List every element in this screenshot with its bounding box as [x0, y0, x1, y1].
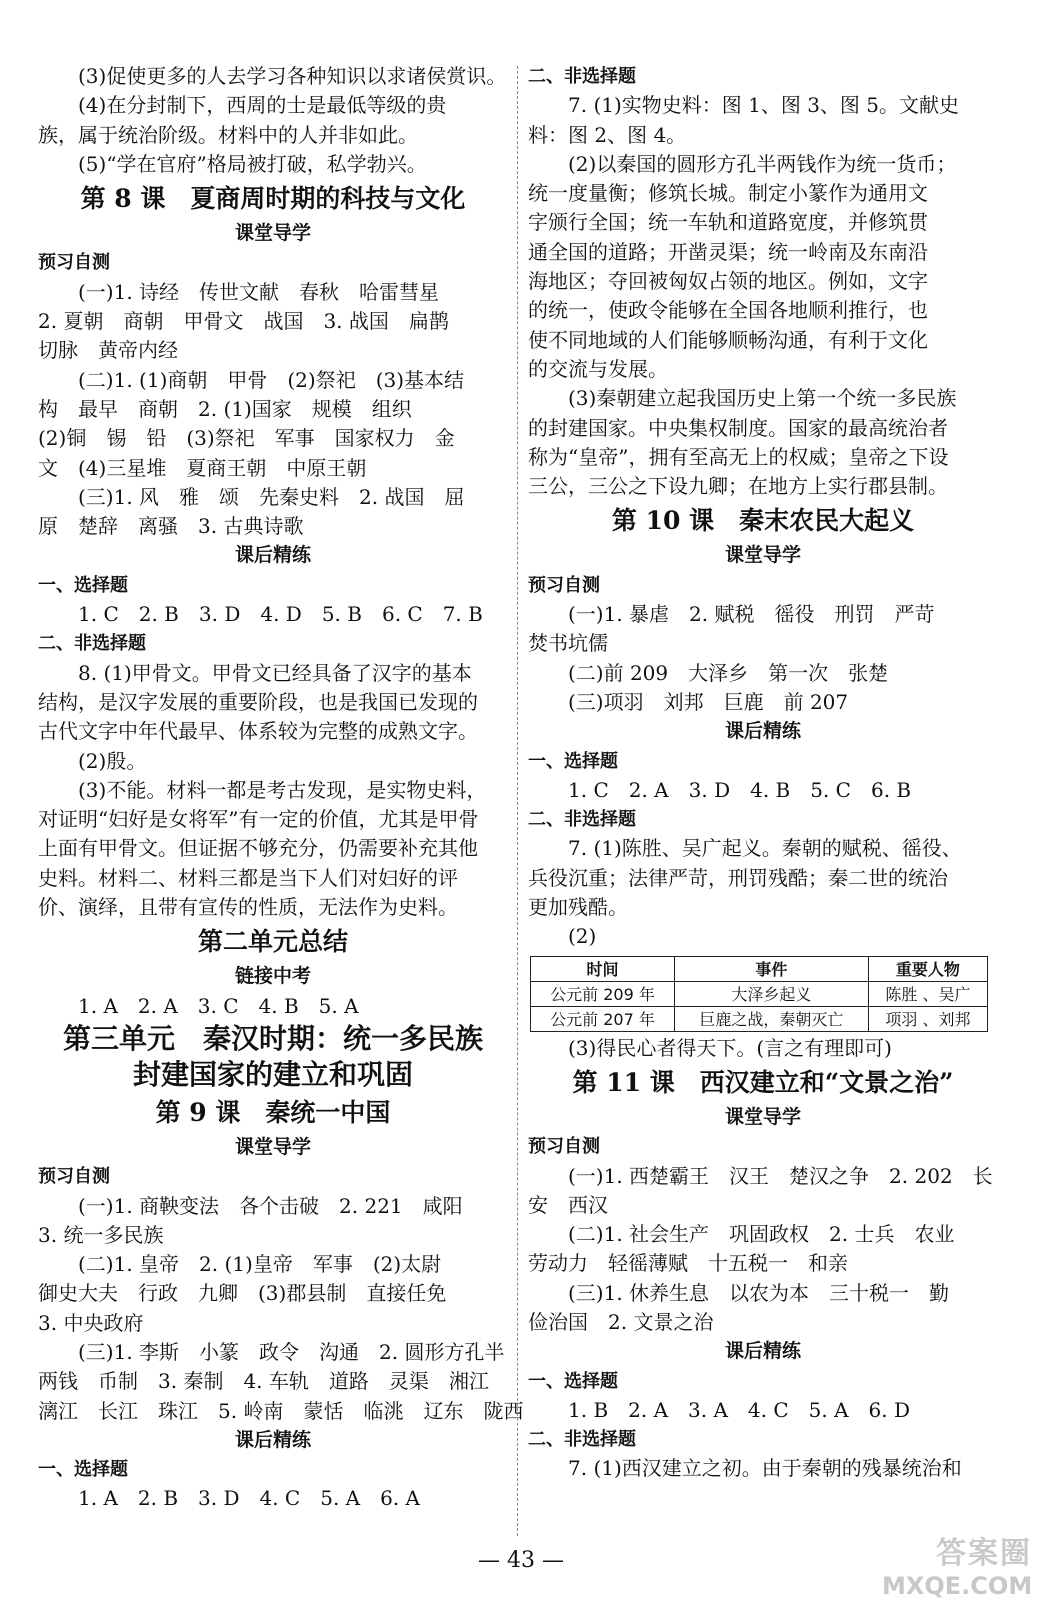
- text-line: 使不同地域的人们能够顺畅沟通，有利于文化: [528, 327, 928, 352]
- text-line: (三)1. 休养生息 以农为本 三十税一 勤: [568, 1280, 950, 1305]
- text-line: 的交流与发展。: [528, 356, 668, 381]
- section-label: 预习自测: [528, 574, 600, 596]
- table-cell: 大泽乡起义: [675, 981, 869, 1006]
- text-line: 1. C 2. A 3. D 4. B 5. C 6. B: [568, 777, 912, 802]
- text-line: (2)铜 锡 铅 (3)祭祀 军事 国家权力 金: [38, 426, 455, 451]
- text-line: 价、演绎，且带有宣传的性质，无法作为史料。: [38, 895, 458, 920]
- text-line: 统一度量衡；修筑长城。制定小篆作为通用文: [528, 181, 928, 206]
- unit-heading: 封建国家的建立和巩固: [132, 1057, 413, 1091]
- right-column-bottom: [528, 1034, 998, 1484]
- text-line: 三公，三公之下设九卿；在地方上实行郡县制。: [528, 474, 948, 499]
- text-line: (2): [568, 924, 597, 949]
- text-line: (3)促使更多的人去学习各种知识以求诸侯赏识。: [78, 64, 507, 88]
- text-line: 2. 夏朝 商朝 甲骨文 战国 3. 战国 扁鹊: [38, 309, 449, 334]
- section-label: 二、非选择题: [528, 66, 636, 87]
- text-line: 海地区；夺回被匈奴占领的地区。例如，文字: [528, 269, 928, 294]
- table-header-cell: 事件: [675, 956, 869, 981]
- text-line: 切脉 黄帝内经: [38, 338, 178, 363]
- text-line: 构 最早 商朝 2. (1)国家 规模 组织: [38, 396, 412, 421]
- text-line: (5)“学在官府”格局被打破，私学勃兴。: [78, 151, 427, 176]
- text-line: (3)秦朝建立起我国历史上第一个统一多民族: [568, 386, 957, 411]
- text-line: (二)1. (1)商朝 甲骨 (2)祭祀 (3)基本结: [78, 367, 465, 392]
- table-cell: 巨鹿之战，秦朝灭亡: [675, 1006, 869, 1031]
- right-column-top: [528, 62, 998, 952]
- text-line: 安 西汉: [528, 1192, 608, 1217]
- section-subheading: 课后精练: [724, 720, 801, 743]
- text-line: 称为“皇帝”，拥有至高无上的权威；皇帝之下设: [528, 444, 949, 469]
- section-subheading: 链接中考: [234, 965, 311, 988]
- text-line: 料：图 2、图 4。: [528, 122, 687, 147]
- text-line: 1. A 2. B 3. D 4. C 5. A 6. A: [78, 1486, 421, 1511]
- column-divider: [517, 66, 518, 1536]
- text-line: 对证明“妇好是女将军”有一定的价值，尤其是甲骨: [38, 807, 479, 832]
- text-line: (三)1. 李斯 小篆 政令 沟通 2. 圆形方孔半: [78, 1339, 505, 1364]
- watermark-line2: MXQE.COM: [882, 1572, 1033, 1600]
- text-line: (二)前 209 大泽乡 第一次 张楚: [568, 660, 889, 685]
- table-row: [531, 981, 988, 1006]
- text-line: (三)1. 风 雅 颂 先秦史料 2. 战国 屈: [78, 484, 465, 509]
- text-line: 的统一，使政令能够在全国各地顺利推行，也: [528, 298, 928, 323]
- lesson-heading: 第 11 课 西汉建立和“文景之治”: [572, 1067, 954, 1097]
- text-line: (2)以秦国的圆形方孔半两钱作为统一货币；: [568, 151, 957, 176]
- section-subheading: 课后精练: [724, 1340, 801, 1363]
- section-label: 预习自测: [38, 252, 110, 274]
- text-line: 8. (1)甲骨文。甲骨文已经具备了汉字的基本: [78, 660, 472, 685]
- section-subheading: 课堂导学: [234, 1135, 311, 1158]
- table-row: [531, 1006, 988, 1031]
- text-line: 族，属于统治阶级。材料中的人并非如此。: [38, 122, 418, 147]
- text-line: 1. B 2. A 3. A 4. C 5. A 6. D: [568, 1397, 911, 1422]
- left-column: [38, 62, 524, 1514]
- text-line: (3)得民心者得天下。(言之有理即可): [568, 1035, 892, 1060]
- section-label: 二、非选择题: [528, 809, 636, 831]
- text-line: 兵役沉重；法律严苛，刑罚残酷；秦二世的统治: [528, 865, 948, 890]
- section-label: 预习自测: [38, 1166, 110, 1188]
- section-label: 二、非选择题: [38, 633, 146, 655]
- section-label: 一、选择题: [528, 750, 618, 772]
- section-subheading: 课后精练: [234, 544, 311, 567]
- table-cell: 公元前 207 年: [531, 1006, 675, 1031]
- table-cell: 公元前 209 年: [531, 981, 675, 1006]
- text-line: 1. A 2. A 3. C 4. B 5. A: [78, 993, 359, 1018]
- text-line: (二)1. 社会生产 巩固政权 2. 士兵 农业: [568, 1222, 955, 1247]
- text-line: 3. 统一多民族: [38, 1222, 164, 1247]
- watermark-line1: 答案圈: [936, 1536, 1032, 1571]
- text-line: (4)在分封制下，西周的士是最低等级的贵: [78, 93, 447, 118]
- text-line: 史料。材料二、材料三都是当下人们对妇好的评: [38, 865, 458, 890]
- section-label: 一、选择题: [38, 1459, 128, 1481]
- text-line: 的封建国家。中央集权制度。国家的最高统治者: [528, 415, 948, 440]
- text-line: (三)项羽 刘邦 巨鹿 前 207: [568, 689, 849, 714]
- text-line: (二)1. 皇帝 2. (1)皇帝 军事 (2)太尉: [78, 1252, 442, 1277]
- text-line: 两钱 币制 3. 秦制 4. 车轨 道路 灵渠 湘江: [38, 1369, 489, 1394]
- right-column: [528, 62, 998, 1484]
- text-line: 字颁行全国；统一车轨和道路宽度，并修筑贯: [528, 210, 928, 235]
- table-header-cell: 时间: [531, 956, 675, 981]
- text-line: 上面有甲骨文。但证据不够充分，仍需要补充其他: [38, 836, 478, 861]
- text-line: (一)1. 西楚霸王 汉王 楚汉之争 2. 202 长: [568, 1163, 993, 1188]
- section-subheading: 课堂导学: [234, 222, 311, 245]
- text-line: (一)1. 暴虐 2. 赋税 徭役 刑罚 严苛: [568, 602, 935, 627]
- text-line: 7. (1)实物史料：图 1、图 3、图 5。文献史: [568, 93, 960, 118]
- text-line: 7. (1)陈胜、吴广起义。秦朝的赋税、徭役、: [568, 836, 962, 861]
- section-label: 预习自测: [528, 1136, 600, 1158]
- text-line: 漓江 长江 珠江 5. 岭南 蒙恬 临洮 辽东 陇西: [38, 1398, 524, 1423]
- events-table: [530, 956, 988, 1032]
- lesson-heading: 第二单元总结: [197, 927, 348, 957]
- lesson-heading: 第 10 课 秦末农民大起义: [611, 506, 915, 536]
- page-number: — 43 —: [478, 1548, 564, 1573]
- text-line: 1. C 2. B 3. D 4. D 5. B 6. C 7. B: [78, 602, 483, 627]
- text-line: (2)殷。: [78, 748, 147, 773]
- text-line: 7. (1)西汉建立之初。由于秦朝的残暴统治和: [568, 1456, 962, 1481]
- section-subheading: 课后精练: [234, 1428, 311, 1451]
- section-subheading: 课堂导学: [724, 1105, 801, 1128]
- lesson-heading: 第 9 课 秦统一中国: [155, 1097, 391, 1127]
- table-cell: 陈胜 、吴广: [868, 981, 987, 1006]
- section-label: 二、非选择题: [528, 1429, 636, 1451]
- text-line: 通全国的道路；开凿灵渠；统一岭南及东南沿: [528, 239, 928, 264]
- text-line: (一)1. 诗经 传世文献 春秋 哈雷彗星: [78, 279, 440, 304]
- watermark-logo: [882, 1528, 1033, 1600]
- text-line: 古代文字中年代最早、体系较为完整的成熟文字。: [38, 719, 478, 744]
- text-line: 更加残酷。: [528, 895, 628, 920]
- text-line: 3. 中央政府: [38, 1310, 144, 1335]
- text-line: (一)1. 商鞅变法 各个击破 2. 221 咸阳: [78, 1193, 463, 1218]
- unit-heading: 第三单元 秦汉时期：统一多民族: [62, 1021, 483, 1055]
- lesson-heading: 第 8 课 夏商周时期的科技与文化: [80, 184, 466, 214]
- section-label: 一、选择题: [528, 1370, 618, 1392]
- text-line: 劳动力 轻徭薄赋 十五税一 和亲: [528, 1251, 848, 1276]
- table-header-row: [531, 956, 988, 981]
- section-label: 一、选择题: [38, 574, 128, 596]
- table-cell: 项羽 、刘邦: [868, 1006, 987, 1031]
- text-line: 御史大夫 行政 九卿 (3)郡县制 直接任免: [38, 1281, 447, 1306]
- section-subheading: 课堂导学: [724, 544, 801, 567]
- text-line: 焚书坑儒: [528, 631, 608, 656]
- table-header-cell: 重要人物: [868, 956, 987, 981]
- text-line: (3)不能。材料一都是考古发现，是实物史料，: [78, 777, 487, 802]
- text-line: 原 楚辞 离骚 3. 古典诗歌: [38, 514, 304, 539]
- text-line: 文 (4)三星堆 夏商王朝 中原王朝: [38, 455, 367, 480]
- text-line: 俭治国 2. 文景之治: [528, 1309, 714, 1334]
- text-line: 结构，是汉字发展的重要阶段，也是我国已发现的: [38, 689, 478, 714]
